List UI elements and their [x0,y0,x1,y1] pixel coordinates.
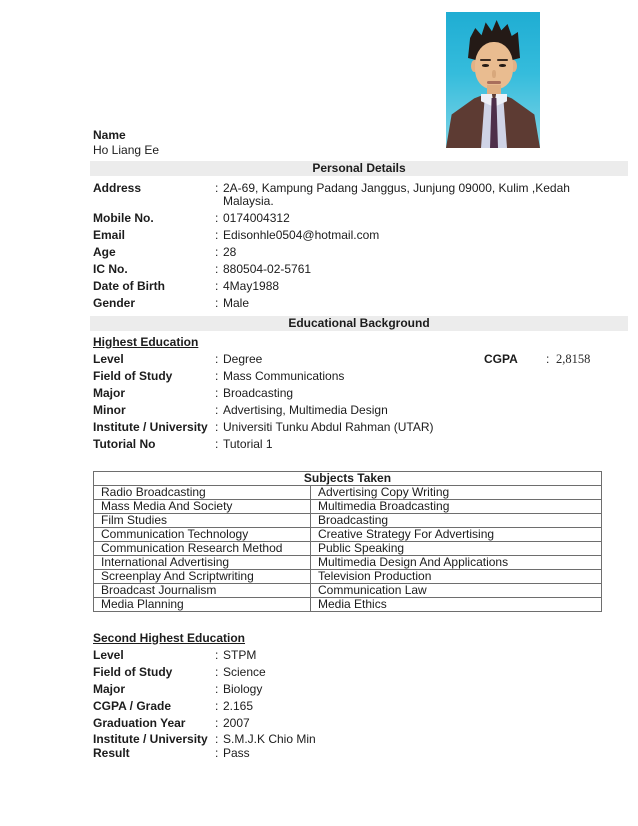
photo-mouth [487,81,501,84]
field-label: Minor [93,403,126,417]
field-label: Level [93,648,124,662]
photo-eye [482,64,489,67]
table-header-row [94,471,602,485]
field-value: Mass Communications [223,369,345,383]
subject-cell: Public Speaking [311,541,602,555]
field-label: IC No. [93,262,128,276]
field-label: CGPA / Grade [93,699,172,713]
personal-details-rows [90,180,628,313]
subject-cell: Mass Media And Society [94,499,311,513]
field-label: Institute / University [93,731,208,746]
photo-eyebrow [497,59,508,61]
edu2-row-result [90,747,628,762]
table-row [94,555,602,569]
colon-separator: : [546,352,550,366]
colon-separator: : [215,665,219,679]
edu2-row-level [90,648,628,665]
photo-eye [499,64,506,67]
edu2-row-institute [90,733,628,748]
colon-separator: : [215,352,219,366]
subject-cell: Multimedia Design And Applications [311,555,602,569]
second-highest-education-rows [90,648,628,762]
subject-cell: Multimedia Broadcasting [311,499,602,513]
field-label: Institute / University [93,420,208,434]
field-value: Advertising, Multimedia Design [223,403,388,417]
field-value: 2A-69, Kampung Padang Janggus, Junjung 09000, Kulim ,Kedah Malaysia. [223,180,570,208]
field-value: Broadcasting [223,386,294,400]
colon-separator: : [215,262,219,276]
subject-cell: Communication Technology [94,527,311,541]
field-value: Universiti Tunku Abdul Rahman (UTAR) [223,420,434,434]
field-value: 28 [223,245,237,259]
subject-cell: Communication Research Method [94,541,311,555]
field-label: Address [93,180,142,195]
colon-separator: : [215,386,219,400]
colon-separator: : [215,228,219,242]
cgpa-group [484,353,590,367]
colon-separator: : [215,211,219,225]
subject-cell: Radio Broadcasting [94,485,311,499]
colon-separator: : [215,403,219,417]
colon-separator: : [215,716,219,730]
field-value: 2007 [223,716,250,730]
field-value: Edisonhle0504@hotmail.com [223,228,380,242]
colon-separator: : [215,648,219,662]
table-row [94,499,602,513]
detail-row-address [90,180,628,211]
field-value: 880504-02-5761 [223,262,312,276]
field-label: Mobile No. [93,211,154,225]
colon-separator: : [215,180,219,195]
subject-cell: Broadcasting [311,513,602,527]
highest-education-heading: Highest Education [93,334,199,349]
detail-row-email [90,228,628,245]
name-value: Ho Liang Ee [93,143,160,157]
photo-eyebrow [480,59,491,61]
colon-separator: : [215,245,219,259]
colon-separator: : [215,420,219,434]
edu2-row-graduation-year [90,716,628,733]
edu-row-tutorial-no [90,437,628,454]
edu2-row-field-of-study [90,665,628,682]
field-label: Age [93,245,116,259]
edu-row-institute [90,420,628,437]
field-value: 4May1988 [223,279,280,293]
subject-cell: Screenplay And Scriptwriting [94,569,311,583]
detail-row-date-of-birth [90,279,628,296]
colon-separator: : [215,746,219,760]
section-header-personal-details: Personal Details [90,161,628,176]
detail-row-mobile [90,211,628,228]
detail-row-age [90,245,628,262]
field-label: Date of Birth [93,279,165,293]
table-row [94,597,602,611]
highest-education-rows [90,352,628,454]
subject-cell: Communication Law [311,583,602,597]
name-label: Name [93,128,126,142]
subject-cell: Television Production [311,569,602,583]
section-header-educational-background: Educational Background [90,316,628,331]
field-label: Field of Study [93,665,173,679]
table-row [94,569,602,583]
field-label: Gender [93,296,136,310]
subjects-taken-title: Subjects Taken [94,471,602,485]
edu-row-level [90,352,628,369]
field-label: Major [93,386,126,400]
field-value: Degree [223,352,263,366]
photo-nose [492,70,496,78]
second-highest-education-section [90,631,628,762]
colon-separator: : [215,682,219,696]
field-label: Field of Study [93,369,173,383]
field-label: Level [93,352,124,366]
colon-separator: : [215,731,219,746]
colon-separator: : [215,437,219,451]
table-row [94,541,602,555]
field-value: S.M.J.K Chio Min [223,731,316,746]
subject-cell: International Advertising [94,555,311,569]
field-label: Major [93,682,126,696]
subject-cell: Media Planning [94,597,311,611]
field-label: Result [93,746,130,760]
subject-cell: Broadcast Journalism [94,583,311,597]
colon-separator: : [215,369,219,383]
edu-row-minor [90,403,628,420]
colon-separator: : [215,699,219,713]
name-block [90,128,628,158]
subject-cell: Advertising Copy Writing [311,485,602,499]
subject-cell: Media Ethics [311,597,602,611]
colon-separator: : [215,279,219,293]
field-label: Tutorial No [93,437,156,451]
field-label: Graduation Year [93,716,186,730]
resume-content [90,128,628,762]
table-row [94,527,602,541]
field-value: Tutorial 1 [223,437,273,451]
field-value: 2.165 [223,699,254,713]
edu2-row-major [90,682,628,699]
field-value: Biology [223,682,263,696]
table-row [94,513,602,527]
table-row [94,583,602,597]
field-value: Pass [223,746,250,760]
field-label: Email [93,228,126,242]
field-value: STPM [223,648,257,662]
colon-separator: : [215,296,219,310]
field-value: Male [223,296,250,310]
cgpa-value: 2,8158 [556,352,591,366]
second-highest-education-heading: Second Highest Education [93,630,246,645]
table-row [94,485,602,499]
edu2-row-cgpa-grade [90,699,628,716]
edu-row-field-of-study [90,369,628,386]
cgpa-label: CGPA [484,352,518,366]
subject-cell: Creative Strategy For Advertising [311,527,602,541]
subject-cell: Film Studies [94,513,311,527]
detail-row-gender [90,296,628,313]
field-value: Science [223,665,266,679]
edu-row-major [90,386,628,403]
subjects-taken-table [93,471,602,612]
field-value: 0174004312 [223,211,290,225]
detail-row-ic-no [90,262,628,279]
